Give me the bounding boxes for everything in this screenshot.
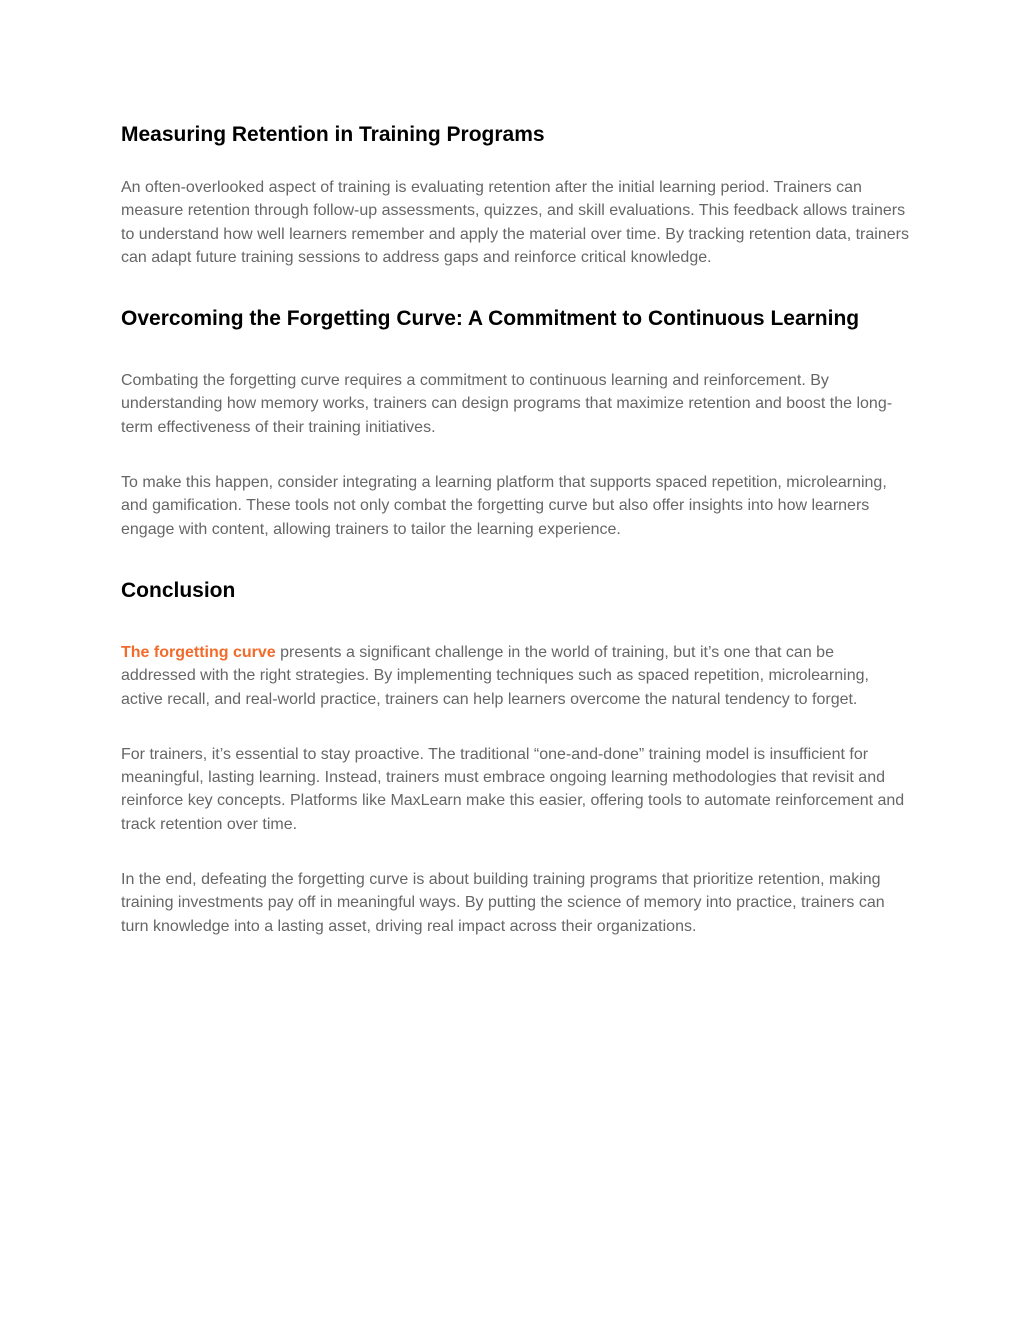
paragraph-retention: An often-overlooked aspect of training is evaluating retention after the initial learning period. Trainers can measure retention through follow-up assessments, quizzes, and skill evaluations. This feedback allows trainers to understand how well learners remember and apply the material over time. By tracking retention data, trainers can adapt future training sessions to address gaps and reinforce critical knowledge. <box>121 179 909 266</box>
section-heading-retention: Measuring Retention in Training Programs <box>121 123 545 146</box>
paragraph-trainers-proactive: For trainers, it’s essential to stay proactive. The traditional “one-and-done” training model is insufficient for meaningful, lasting learning. Instead, trainers must embrace ongoing learning methodologies that revisit and reinforce key concepts. Platforms like MaxLearn make this easier, offering tools to automate reinforcement and track retention over time. <box>121 745 905 833</box>
paragraph-learning-platform: To make this happen, consider integrating a learning platform that supports spaced repetition, microlearning, and gamification. These tools not only combat the forgetting curve but also offer insights into how learners engage with content, allowing trainers to tailor the learning experience. <box>121 474 887 538</box>
paragraph-in-the-end: In the end, defeating the forgetting curve is about building training programs that prioritize retention, making training investments pay off in meaningful ways. By putting the science of memory into practice, trainers can turn knowledge into a lasting asset, driving real impact across their organizations. <box>121 871 885 935</box>
paragraph-conclusion-intro-text: presents a significant challenge in the world of training, but it’s one that can be addressed with the right strategies. By implementing techniques such as spaced repetition, microlearning, active recall, and real-world practice, trainers can help learners overcome the natural tendency to forget. <box>121 643 869 708</box>
section-heading-conclusion: Conclusion <box>121 578 236 602</box>
section-heading-forgetting-curve: Overcoming the Forgetting Curve: A Commitment to Continuous Learning <box>121 307 860 331</box>
forgetting-curve-link[interactable]: The forgetting curve <box>121 643 276 661</box>
document-page <box>121 118 911 938</box>
paragraph-combating: Combating the forgetting curve requires a commitment to continuous learning and reinforcement. By understanding how memory works, trainers can design programs that maximize retention and boost the long-term effectiveness of their training initiatives. <box>121 372 893 436</box>
paragraph-conclusion-intro <box>121 641 911 711</box>
